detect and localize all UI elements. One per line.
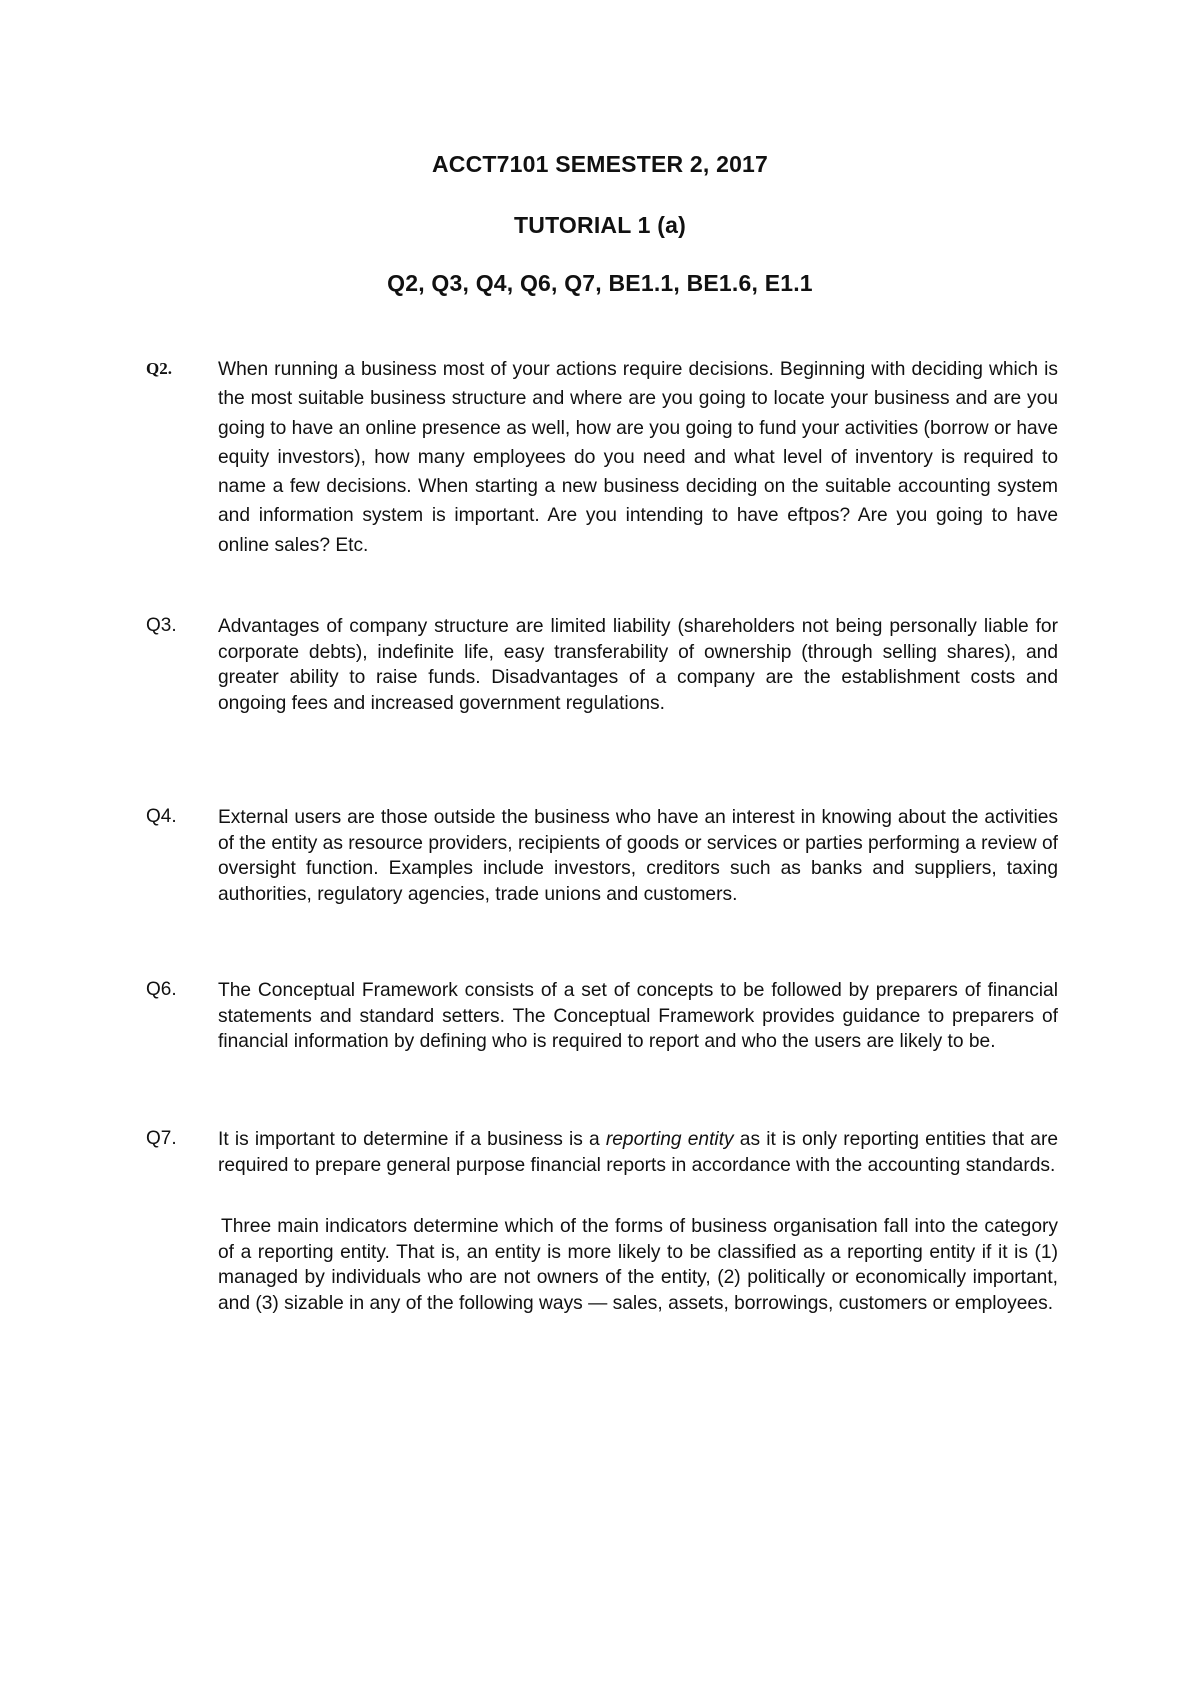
reporting-entity-term: reporting entity <box>605 1129 734 1150</box>
answer-text: The Conceptual Framework consists of a set of concepts to be followed by preparers of financial statements and standard setters. The Conceptual Framework provides guidance to preparers of financial information by defining who is required to report and who the users are likely to be. <box>218 980 1058 1053</box>
question-label: Q3. <box>146 615 177 636</box>
answer-text: External users are those outside the business who have an interest in knowing about the activities of the entity as resource providers, recipients of goods or services or parties performing a review of oversight function. Examples include investors, creditors such as banks and suppliers, taxing authorities, regulatory agencies, trade unions and customers. <box>218 807 1058 905</box>
question-label: Q2. <box>146 359 172 378</box>
tutorial-heading: TUTORIAL 1 (a) <box>514 212 686 238</box>
answer-text-part: It is important to determine if a business is a <box>218 1129 606 1150</box>
answer-text: Advantages of company structure are limited liability (shareholders not being personally liable for corporate debts), indefinite life, easy transferability of ownership (through selling shares), and greater ability to raise funds. Disadvantages of a company are the establishment costs and ongoing fees and increased government regulations. <box>218 616 1058 714</box>
answer-text <box>218 1127 1058 1178</box>
document-title: ACCT7101 SEMESTER 2, 2017 <box>431 151 769 177</box>
question-label: Q4. <box>146 806 177 827</box>
answer-text-continued: Three main indicators determine which of the forms of business organisation fall into the category of a reporting entity. That is, an entity is more likely to be classified as a reporting entity if it is (1) managed by individuals who are not owners of the entity, (2) politically or economically important, and (3) sizable in any of the following ways — sales, assets, borrowings, customers or employees. <box>218 1216 1058 1314</box>
answer-text: When running a business most of your actions require decisions. Beginning with deciding which is the most suitable business structure and where are you going to locate your business and are you going to have an online presence as well, how are you going to fund your activities (borrow or have equity investors), how many employees do you need and what level of inventory is required to name a few decisions. When starting a new business deciding on the suitable accounting system and information system is important. Are you intending to have eftpos? Are you going to have online sales? Etc. <box>218 359 1058 556</box>
question-label: Q7. <box>146 1128 177 1149</box>
question-label: Q6. <box>146 979 177 1000</box>
questions-list-heading: Q2, Q3, Q4, Q6, Q7, BE1.1, BE1.6, E1.1 <box>387 270 813 296</box>
answer-text-part: as it is only reporting entities that are required to prepare general purpose financial reports in accordance with the accounting standards. <box>218 1129 1059 1176</box>
